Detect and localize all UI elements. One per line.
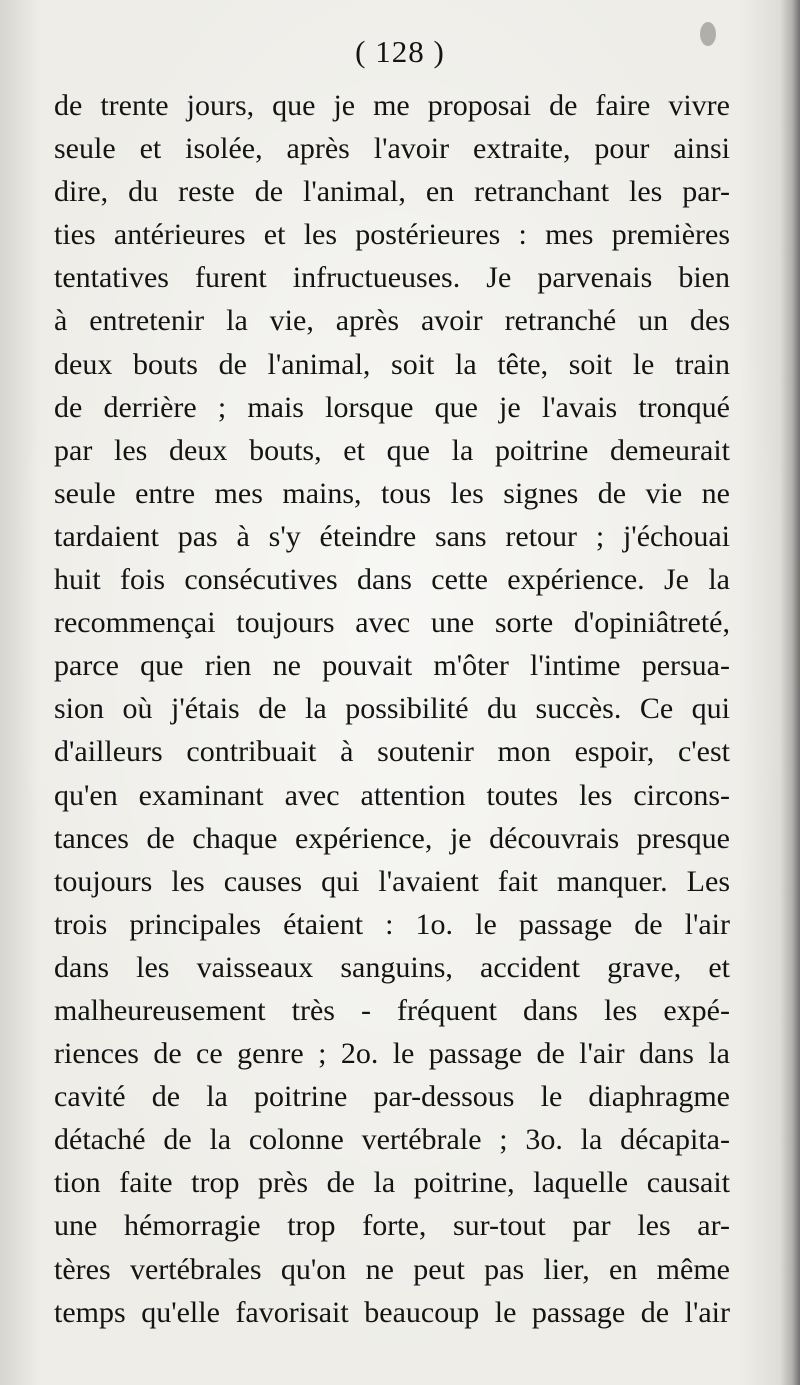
text-line: parce que rien ne pouvait m'ôter l'intime persua- xyxy=(54,649,730,683)
text-line: tères vertébrales qu'on ne peut pas lier, en même xyxy=(54,1252,730,1286)
text-line: cavité de la poitrine par-dessous le diaphragme xyxy=(54,1080,730,1114)
text-line: temps qu'elle favorisait beaucoup le passage de l'air xyxy=(54,1295,730,1329)
text-line: dans les vaisseaux sanguins, accident grave, et xyxy=(54,950,730,984)
text-line: tances de chaque expérience, je découvrais presque xyxy=(54,821,730,855)
text-line: huit fois consécutives dans cette expérience. Je la xyxy=(54,563,730,597)
text-line: par les deux bouts, et que la poitrine demeurait xyxy=(54,433,730,467)
text-line: seule entre mes mains, tous les signes de vie ne xyxy=(54,476,730,510)
text-line: à entretenir la vie, après avoir retranché un des xyxy=(54,304,730,338)
text-line: recommençai toujours avec une sorte d'opiniâtreté, xyxy=(54,606,730,640)
text-line: malheureusement très - fréquent dans les expé- xyxy=(54,993,730,1027)
text-line: seule et isolée, après l'avoir extraite, pour ainsi xyxy=(54,132,730,166)
text-line: tion faite trop près de la poitrine, laquelle causait xyxy=(54,1166,730,1200)
text-line: tentatives furent infructueuses. Je parvenais bien xyxy=(54,261,730,295)
text-line: dire, du reste de l'animal, en retranchant les par- xyxy=(54,175,730,209)
text-line: ties antérieures et les postérieures : mes premières xyxy=(54,218,730,252)
text-line: sion où j'étais de la possibilité du succès. Ce qui xyxy=(54,692,730,726)
text-line: tardaient pas à s'y éteindre sans retour ; j'échouai xyxy=(54,519,730,553)
text-line: qu'en examinant avec attention toutes les circons- xyxy=(54,778,730,812)
text-line: de trente jours, que je me proposai de faire vivre xyxy=(54,89,730,122)
body-text xyxy=(54,84,730,1334)
text-line: d'ailleurs contribuait à soutenir mon espoir, c'est xyxy=(54,735,730,769)
text-line: détaché de la colonne vertébrale ; 3o. la décapita- xyxy=(54,1123,730,1157)
page-number: ( 128 ) xyxy=(355,34,445,69)
text-line: de derrière ; mais lorsque que je l'avais tronqué xyxy=(54,390,730,424)
text-line: deux bouts de l'animal, soit la tête, soit le train xyxy=(54,347,730,381)
text-line: trois principales étaient : 1o. le passage de l'air xyxy=(54,907,730,941)
text-line: toujours les causes qui l'avaient fait manquer. Les xyxy=(54,864,730,898)
text-line: une hémorragie trop forte, sur-tout par les ar- xyxy=(54,1209,730,1243)
text-line: riences de ce genre ; 2o. le passage de l'air dans la xyxy=(54,1037,730,1071)
page-edge-shadow xyxy=(780,0,800,1385)
